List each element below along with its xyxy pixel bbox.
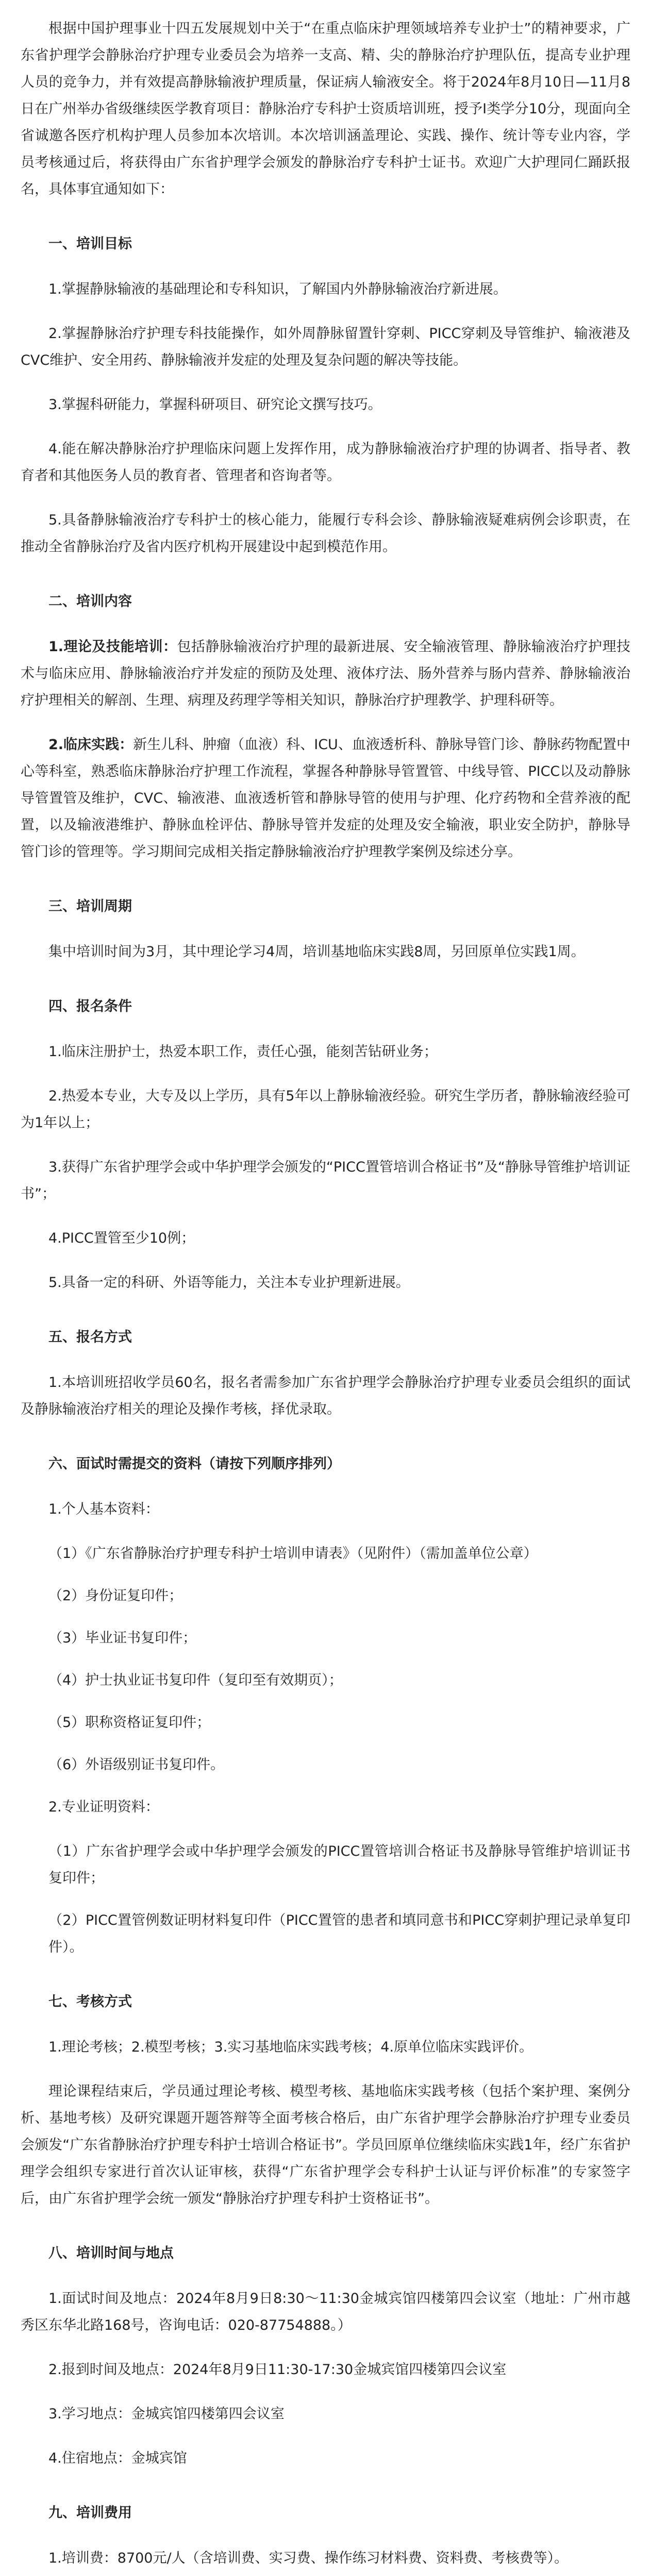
s6-personal-item: （4）护士执业证书复印件（复印至有效期页）；: [48, 1672, 343, 1688]
s2-practice-label: 2.临床实践：: [48, 737, 133, 753]
notice-body: [21, 15, 630, 2576]
s8-item: 4.住宿地点：金城宾馆: [48, 2450, 187, 2466]
section-4-title: 四、报名条件: [48, 998, 132, 1014]
s6-cert-label: 2.专业证明资料：: [48, 1799, 159, 1815]
s8-item: 3.学习地点：金城宾馆四楼第四会议室: [48, 2406, 285, 2422]
s6-personal-label: 1.个人基本资料：: [48, 1501, 159, 1517]
s6-personal-item: （3）毕业证书复印件；: [48, 1630, 197, 1646]
s6-cert-item: （1）广东省护理学会或中华护理学会颁发的PICC置管培训合格证书及静脉导管维护培训证书复印件；: [48, 1843, 630, 1886]
s8-item: 2.报到时间及地点：2024年8月9日11:30-17:30金城宾馆四楼第四会议室: [48, 2362, 507, 2378]
s4-item: 5.具备一定的科研、外语等能力，关注本专业护理新进展。: [48, 1275, 410, 1291]
section-3-title: 三、培训周期: [48, 899, 132, 914]
s1-item: 1.掌握静脉输液的基础理论和专科知识，了解国内外静脉输液治疗新进展。: [48, 281, 507, 297]
s2-theory-label: 1.理论及技能培训：: [48, 639, 177, 655]
section-1-title: 一、培训目标: [48, 236, 132, 252]
section-8-title: 八、培训时间与地点: [48, 2245, 174, 2261]
section-7-title: 七、考核方式: [48, 1994, 132, 2010]
section-2-title: 二、培训内容: [48, 594, 132, 609]
s2-practice: [21, 732, 630, 866]
s6-personal-item: （5）职称资格证复印件；: [48, 1715, 211, 1731]
s7-text: 理论课程结束后，学员通过理论考核、模型考核、基地临床实践考核（包括个案护理、案例分析、基地考核）及研究课题开题答辩等全面考核合格后，由广东省护理学会静脉治疗护理专业委员会颁发“广东省静脉治疗护理专科护士培训合格证书”。学员回原单位继续临床实践1年，经广东省护理学会组织专家进行首次认证审核，获得“广东省护理学会专科护士认证与评价标准”的专家签字后，由广东省护理学会统一颁发“静脉治疗护理专科护士资格证书”。: [21, 2083, 630, 2207]
section-5-title: 五、报名方式: [48, 1329, 132, 1345]
s1-item: 4.能在解决静脉治疗护理临床问题上发挥作用，成为静脉输液治疗护理的协调者、指导者、教育者和其他医务人员的教育者、管理者和咨询者等。: [21, 441, 630, 484]
s1-item: 5.具备静脉输液治疗专科护士的核心能力，能履行专科会诊、静脉输液疑难病例会诊职责，在推动全省静脉治疗及省内医疗机构开展建设中起到模范作用。: [21, 512, 630, 555]
section-9-title: 九、培训费用: [48, 2505, 132, 2521]
s5-text: 1.本培训班招收学员60名，报名者需参加广东省护理学会静脉治疗护理专业委员会组织的面试及静脉输液治疗相关的理论及操作考核，择优录取。: [21, 1375, 630, 1417]
s8-item: 1.面试时间及地点：2024年8月9日8:30～11:30金城宾馆四楼第四会议室（地址：广州市越秀区东华北路168号，咨询电话：020-87754888。）: [21, 2291, 630, 2333]
s4-item: 2.热爱本专业，大专及以上学历，具有5年以上静脉输液经验。研究生学历者，静脉输液经验可为1年以上；: [21, 1088, 630, 1131]
s6-cert-item: （2）PICC置管例数证明材料复印件（PICC置管的患者和填同意书和PICC穿刺护理记录单复印件）。: [48, 1912, 630, 1955]
s6-personal-item: （1）《广东省静脉治疗护理专科护士培训申请表》（见附件）（需加盖单位公章）: [48, 1546, 538, 1562]
s6-personal-item: （6）外语级别证书复印件。: [48, 1757, 225, 1773]
s4-item: 3.获得广东省护理学会或中华护理学会颁发的“PICC置管培训合格证书”及“静脉导管维护培训证书”；: [21, 1159, 630, 1202]
s7-line: 1.理论考核；2.模型考核；3.实习基地临床实践考核；4.原单位临床实践评价。: [48, 2039, 533, 2055]
intro-paragraph: 根据中国护理事业十四五发展规划中关于“在重点临床护理领域培养专业护士”的精神要求，广东省护理学会静脉治疗护理专业委员会为培养一支高、精、尖的静脉治疗护理队伍，提高专业护理人员的竞争力，并有效提高静脉输液护理质量，保证病人输液安全。将于2024年8月10日—11月8日在广州举办省级继续医学教育项目：静脉治疗专科护士资质培训班，授予I类学分10分，现面向全省诚邀各医疗机构护理人员参加本次培训。本次培训涵盖理论、实践、操作、统计等专业内容，学员考核通过后，将获得由广东省护理学会颁发的静脉治疗专科护士证书。欢迎广大护理同仁踊跃报名，具体事宜通知如下：: [21, 21, 630, 197]
s3-text: 集中培训时间为3月，其中理论学习4周，培训基地临床实践8周，另回原单位实践1周。: [48, 944, 585, 960]
s6-personal-item: （2）身份证复印件；: [48, 1588, 183, 1604]
s1-item: 3.掌握科研能力，掌握科研项目、研究论文撰写技巧。: [48, 397, 382, 413]
s2-theory-text: 包括静脉输液治疗护理的最新进展、安全输液管理、静脉输液治疗护理技术与临床应用、静脉输液治疗并发症的预防及处理、液体疗法、肠外营养与肠内营养、静脉输液治疗护理相关的解剖、生理、病理及药理学等相关知识，静脉治疗护理教学、护理科研等。: [21, 639, 631, 708]
s4-item: 1.临床注册护士，热爱本职工作，责任心强，能刻苦钻研业务；: [48, 1044, 438, 1060]
section-6-title: 六、面试时需提交的资料（请按下列顺序排列）: [48, 1456, 341, 1472]
s1-item: 2.掌握静脉治疗护理专科技能操作，如外周静脉留置针穿刺、PICC穿刺及导管维护、输液港及CVC维护、安全用药、静脉输液并发症的处理及复杂问题的解决等技能。: [21, 326, 630, 368]
s9-item: 1.培训费：8700元/人（含培训费、实习费、操作练习材料费、资料费、考核费等）。: [48, 2550, 569, 2566]
s2-practice-text: 新生儿科、肿瘤（血液）科、ICU、血液透析科、静脉导管门诊、静脉药物配置中心等科室，熟悉临床静脉治疗护理工作流程，掌握各种静脉导管置管、中线导管、PICC以及动静脉导管置管及维护，CVC、输液港、血液透析管和静脉导管的使用与护理、化疗药物和全营养液的配置，以及输液港维护、静脉血栓评估、静脉导管并发症的处理及安全输液，职业安全防护，静脉导管门诊的管理等。学习期间完成相关指定静脉输液治疗护理教学案例及综述分享。: [21, 737, 631, 860]
s4-item: 4.PICC置管至少10例；: [48, 1230, 195, 1246]
s2-theory: [21, 634, 630, 714]
